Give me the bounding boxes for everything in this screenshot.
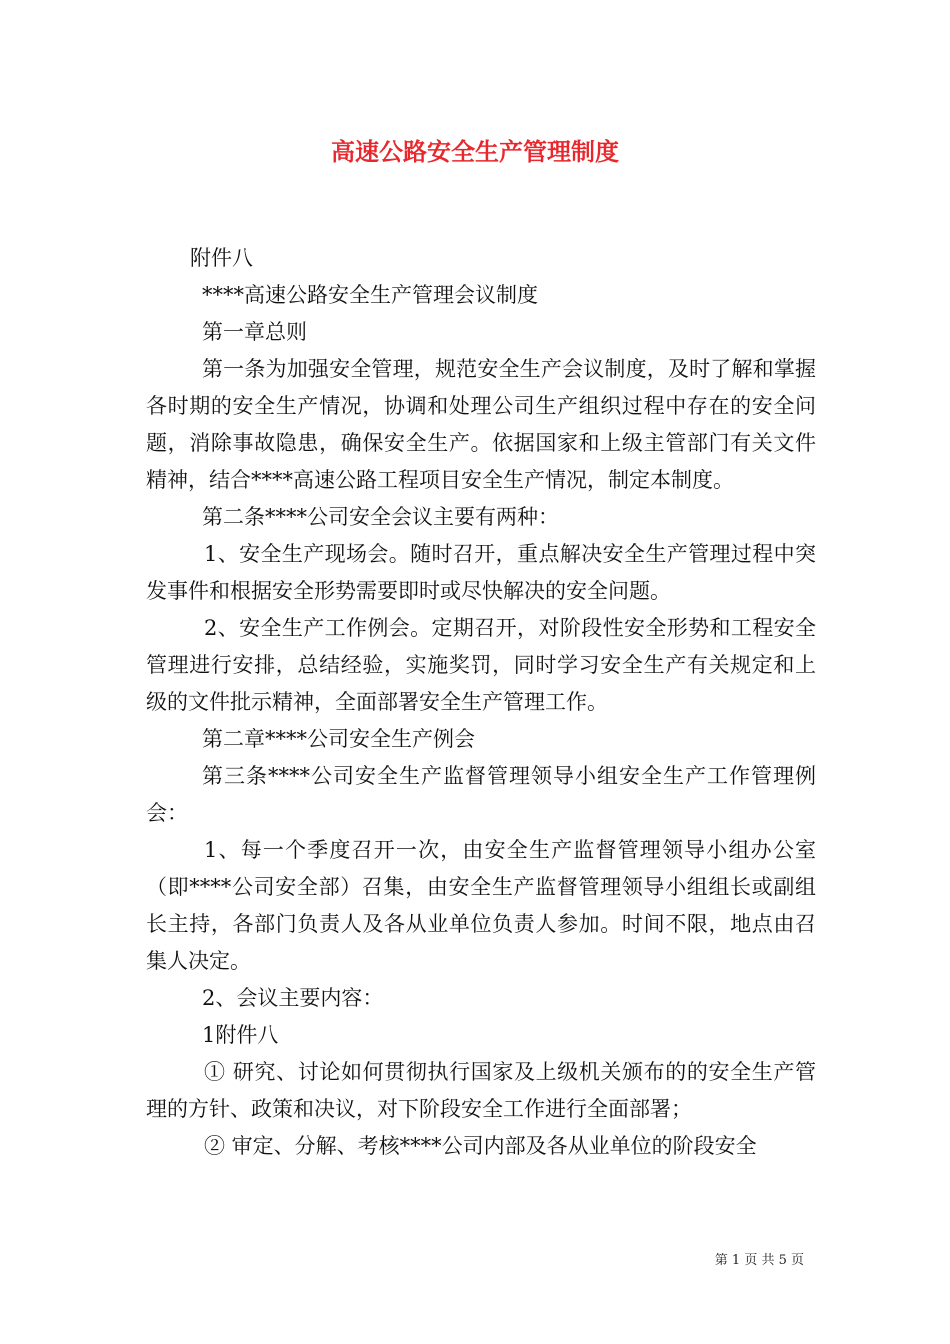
meeting-content-item-1: ① 研究、讨论如何贯彻执行国家及上级机关颁布的的安全生产管理的方针、政策和决议，对下阶段安全工作进行全面部署； (146, 1060, 816, 1121)
page-number: 第 1 页 共 5 页 (714, 1253, 804, 1268)
article-3-item-1: 1、每一个季度召开一次，由安全生产监督管理领导小组办公室（即****公司安全部）召集，由安全生产监督管理领导小组组长或副组长主持，各部门负责人及各从业单位负责人参加。时间不限，地点由召集人决定。 (146, 838, 816, 973)
article-1: 第一条为加强安全管理，规范安全生产会议制度，及时了解和掌握各时期的安全生产情况，协调和处理公司生产组织过程中存在的安全问题，消除事故隐患，确保安全生产。依据国家和上级主管部门有关文件精神，结合****高速公路工程项目安全生产情况，制定本制度。 (146, 357, 816, 492)
document-body (146, 240, 816, 1165)
paragraph-subtitle: ****高速公路安全生产管理会议制度 (202, 283, 538, 307)
attachment-marker: 1附件八 (202, 1023, 279, 1047)
article-2-item-1: 1、安全生产现场会。随时召开，重点解决安全生产管理过程中突发事件和根据安全形势需要即时或尽快解决的安全问题。 (146, 542, 816, 603)
chapter-heading-1: 第一章总则 (202, 320, 307, 344)
paragraph-attachment-label: 附件八 (190, 246, 253, 270)
meeting-content-item-2: ② 审定、分解、考核****公司内部及各从业单位的阶段安全 (204, 1134, 757, 1158)
article-3: 第三条****公司安全生产监督管理领导小组安全生产工作管理例会： (146, 764, 816, 825)
document-title: 高速公路安全生产管理制度 (331, 137, 619, 166)
article-2: 第二条****公司安全会议主要有两种： (202, 505, 559, 529)
chapter-heading-2: 第二章****公司安全生产例会 (202, 727, 475, 751)
article-2-item-2: 2、安全生产工作例会。定期召开，对阶段性安全形势和工程安全管理进行安排，总结经验，实施奖罚，同时学习安全生产有关规定和上级的文件批示精神，全面部署安全生产管理工作。 (146, 616, 816, 714)
article-3-item-2: 2、会议主要内容： (202, 986, 384, 1010)
